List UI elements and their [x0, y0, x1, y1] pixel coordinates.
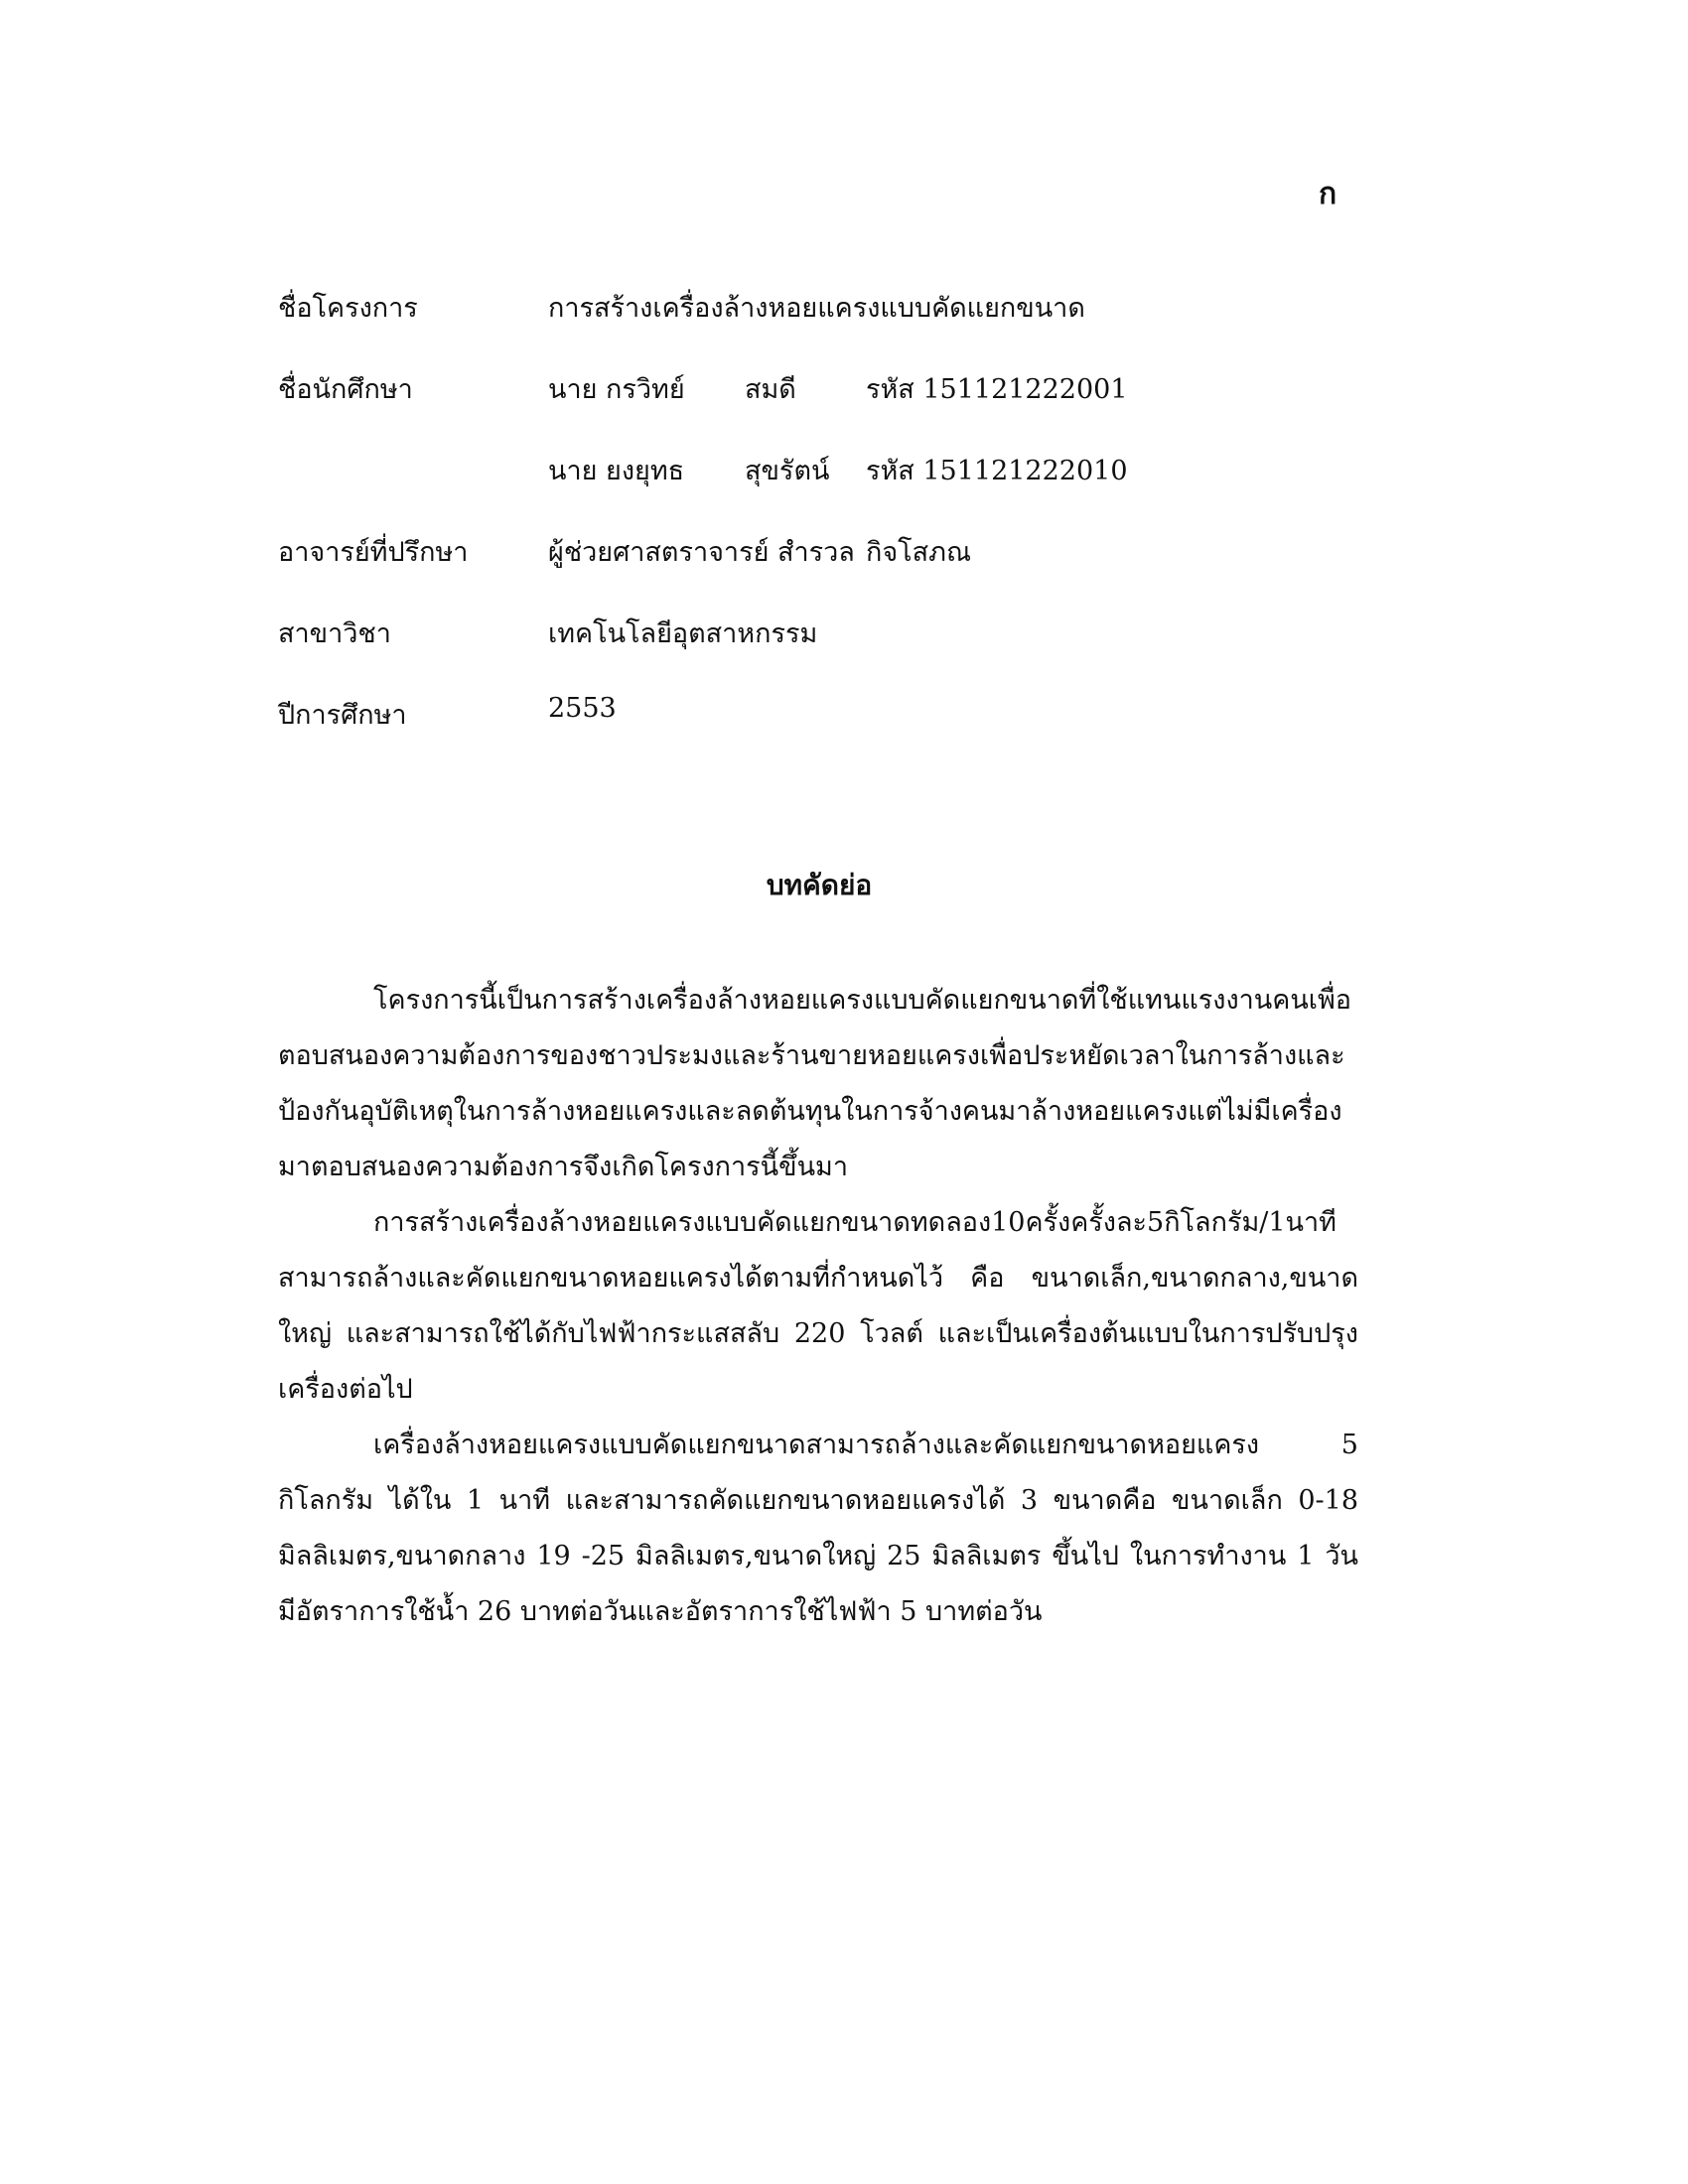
abstract-body — [278, 973, 1358, 1640]
advisor-row — [278, 530, 1370, 574]
year-label: ปีการศึกษา — [278, 700, 407, 731]
major-label: สาขาวิชา — [278, 618, 391, 649]
page-number: ก — [1319, 177, 1337, 211]
student-row-1 — [278, 367, 1370, 411]
abstract-heading: บทคัดย่อ — [766, 869, 873, 901]
student-row-2 — [278, 449, 1370, 492]
major-value: เทคโนโลยีอุตสาหกรรม — [548, 618, 818, 649]
year-value: 2553 — [548, 693, 617, 724]
student-first-name: นาย ยงยุทธ — [548, 456, 685, 486]
abstract-paragraph: เครื่องล้างหอยแครงแบบคัดแยกขนาดสามารถล้างและคัดแยกขนาดหอยแครง 5 กิโลกรัม ได้ใน 1 นาที และสามารถคัดแยกขนาดหอยแครงได้ 3 ขนาดคือ ขนาดเล็ก 0-18 มิลลิเมตร,ขนาดกลาง 19 -25 มิลลิเมตร,ขนาดใหญ่ 25 มิลลิเมตร ขึ้นไป ในการทำงาน 1 วัน มีอัตราการใช้น้ำ 26 บาทต่อวันและอัตราการใช้ไฟฟ้า 5 บาทต่อวัน — [278, 1430, 1358, 1627]
student-last-name: สุขรัตน์ — [745, 456, 830, 486]
student-id: รหัส 151121222010 — [866, 456, 1128, 486]
project-row — [278, 286, 1370, 330]
abstract-paragraph: การสร้างเครื่องล้างหอยแครงแบบคัดแยกขนาดทดลอง10ครั้งครั้งละ5กิโลกรัม/1นาที สามารถล้างและคัดแยกขนาดหอยแครงได้ตามที่กำหนดไว้ คือ ขนาดเล็ก,ขนาดกลาง,ขนาดใหญ่ และสามารถใช้ได้กับไฟฟ้ากระแสสลับ 220 โวลต์ และเป็นเครื่องต้นแบบในการปรับปรุงเครื่องต่อไป — [278, 1207, 1358, 1405]
year-row — [278, 693, 1370, 737]
advisor-last-name: กิจโสภณ — [866, 537, 971, 568]
advisor-title-first-name: ผู้ช่วยศาสตราจารย์ สำรวล — [548, 537, 855, 568]
project-label: ชื่อโครงการ — [278, 293, 418, 324]
advisor-label: อาจารย์ที่ปรึกษา — [278, 537, 469, 568]
major-row — [278, 612, 1370, 655]
abstract-paragraph: โครงการนี้เป็นการสร้างเครื่องล้างหอยแครงแบบคัดแยกขนาดที่ใช้แทนแรงงานคนเพื่อตอบสนองความต้องการของชาวประมงและร้านขายหอยแครงเพื่อประหยัดเวลาในการล้างและป้องกันอุบัติเหตุในการล้างหอยแครงและลดต้นทุนในการจ้างคนมาล้างหอยแครงแต่ไม่มีเครื่องมาตอบสนองความต้องการจึงเกิดโครงการนี้ขึ้นมา — [278, 985, 1352, 1182]
student-first-name: นาย กรวิทย์ — [548, 374, 685, 405]
project-title: การสร้างเครื่องล้างหอยแครงแบบคัดแยกขนาด — [548, 293, 1085, 324]
students-label: ชื่อนักศึกษา — [278, 374, 413, 405]
student-id: รหัส 151121222001 — [866, 374, 1128, 405]
student-last-name: สมดี — [745, 374, 796, 405]
